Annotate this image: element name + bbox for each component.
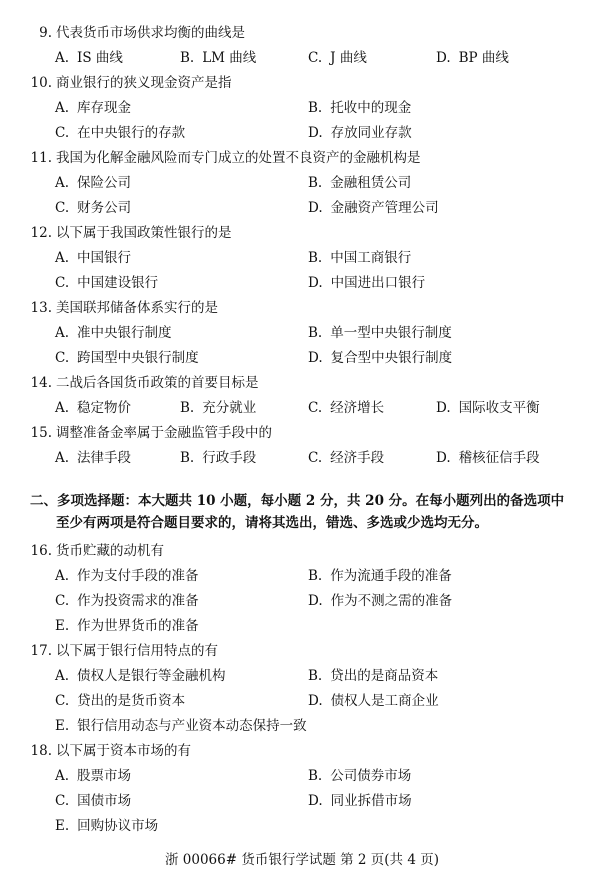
question-text: 调整准备金率属于金融监管手段中的 <box>56 425 272 441</box>
question-number: 14. <box>30 375 52 391</box>
section-heading-multiple-choice <box>30 490 576 534</box>
question-text: 以下属于资本市场的有 <box>56 743 191 759</box>
question-14 <box>30 371 259 391</box>
option-a: A. IS 曲线 <box>55 50 123 66</box>
page-footer: 浙 00066# 货币银行学试题 第 2 页(共 4 页) <box>164 852 439 868</box>
option-c: C. 在中央银行的存款 <box>55 125 186 141</box>
option-b: B. 托收中的现金 <box>308 100 412 116</box>
option-c: C. 贷出的是货币资本 <box>55 693 186 709</box>
option-d: D. 稽核征信手段 <box>436 450 540 466</box>
question-number: 18. <box>30 743 52 759</box>
question-text: 代表货币市场供求均衡的曲线是 <box>56 25 245 41</box>
option-b: B. 贷出的是商品资本 <box>308 668 439 684</box>
option-a: A. 股票市场 <box>55 768 132 784</box>
question-18 <box>30 739 191 759</box>
question-number: 10. <box>30 75 52 91</box>
option-e: E. 银行信用动态与产业资本动态保持一致 <box>55 718 307 734</box>
question-number: 15. <box>30 425 52 441</box>
option-c: C. 经济增长 <box>308 400 385 416</box>
option-c: C. 财务公司 <box>55 200 132 216</box>
option-b: B. 公司债券市场 <box>308 768 412 784</box>
question-10 <box>30 71 232 91</box>
option-a: A. 准中央银行制度 <box>55 325 172 341</box>
question-number: 16. <box>30 543 52 559</box>
question-text: 货币贮藏的动机有 <box>56 543 164 559</box>
option-d: D. 存放同业存款 <box>308 125 412 141</box>
option-d: D. 同业拆借市场 <box>308 793 412 809</box>
question-11 <box>30 146 421 166</box>
question-15 <box>30 421 272 441</box>
option-b: B. 单一型中央银行制度 <box>308 325 452 341</box>
option-c: C. 作为投资需求的准备 <box>55 593 199 609</box>
option-a: A. 债权人是银行等金融机构 <box>55 668 226 684</box>
option-b: B. 金融租赁公司 <box>308 175 412 191</box>
question-number: 11. <box>30 150 52 166</box>
section-instructions-line-2: 至少有两项是符合题目要求的，请将其选出，错选、多选或少选均无分。 <box>56 515 488 531</box>
option-d: D. 中国进出口银行 <box>308 275 426 291</box>
question-number: 13. <box>30 300 52 316</box>
question-17 <box>30 639 218 659</box>
option-b: B. 充分就业 <box>180 400 257 416</box>
question-16 <box>30 539 164 559</box>
option-c: C. 中国建设银行 <box>55 275 159 291</box>
option-b: B. LM 曲线 <box>180 50 257 66</box>
option-a: A. 中国银行 <box>55 250 132 266</box>
option-c: C. 国债市场 <box>55 793 132 809</box>
option-e: E. 作为世界货币的准备 <box>55 618 199 634</box>
section-instructions-line-1: 二、多项选择题：本大题共 10 小题，每小题 2 分，共 20 分。在每小题列出的备选项中 <box>30 493 565 509</box>
option-a: A. 库存现金 <box>55 100 132 116</box>
option-b: B. 作为流通手段的准备 <box>308 568 452 584</box>
question-text: 二战后各国货币政策的首要目标是 <box>56 375 259 391</box>
question-text: 商业银行的狭义现金资产是指 <box>56 75 232 91</box>
question-text: 以下属于银行信用特点的有 <box>56 643 218 659</box>
option-c: C. J 曲线 <box>308 50 367 66</box>
question-number: 12. <box>30 225 52 241</box>
question-number: 9. <box>39 25 52 41</box>
option-b: B. 行政手段 <box>180 450 257 466</box>
option-d: D. 金融资产管理公司 <box>308 200 439 216</box>
question-9 <box>30 21 245 41</box>
option-d: D. BP 曲线 <box>436 50 509 66</box>
option-a: A. 稳定物价 <box>55 400 132 416</box>
option-d: D. 国际收支平衡 <box>436 400 540 416</box>
option-d: D. 债权人是工商企业 <box>308 693 439 709</box>
option-a: A. 保险公司 <box>55 175 132 191</box>
option-a: A. 法律手段 <box>55 450 132 466</box>
question-text: 我国为化解金融风险而专门成立的处置不良资产的金融机构是 <box>56 150 421 166</box>
option-d: D. 复合型中央银行制度 <box>308 350 453 366</box>
option-c: C. 跨国型中央银行制度 <box>55 350 199 366</box>
question-text: 美国联邦储备体系实行的是 <box>56 300 218 316</box>
question-13 <box>30 296 218 316</box>
question-12 <box>30 221 232 241</box>
option-b: B. 中国工商银行 <box>308 250 412 266</box>
question-text: 以下属于我国政策性银行的是 <box>56 225 232 241</box>
option-d: D. 作为不测之需的准备 <box>308 593 453 609</box>
option-e: E. 回购协议市场 <box>55 818 159 834</box>
option-a: A. 作为支付手段的准备 <box>55 568 199 584</box>
question-number: 17. <box>30 643 52 659</box>
option-c: C. 经济手段 <box>308 450 385 466</box>
